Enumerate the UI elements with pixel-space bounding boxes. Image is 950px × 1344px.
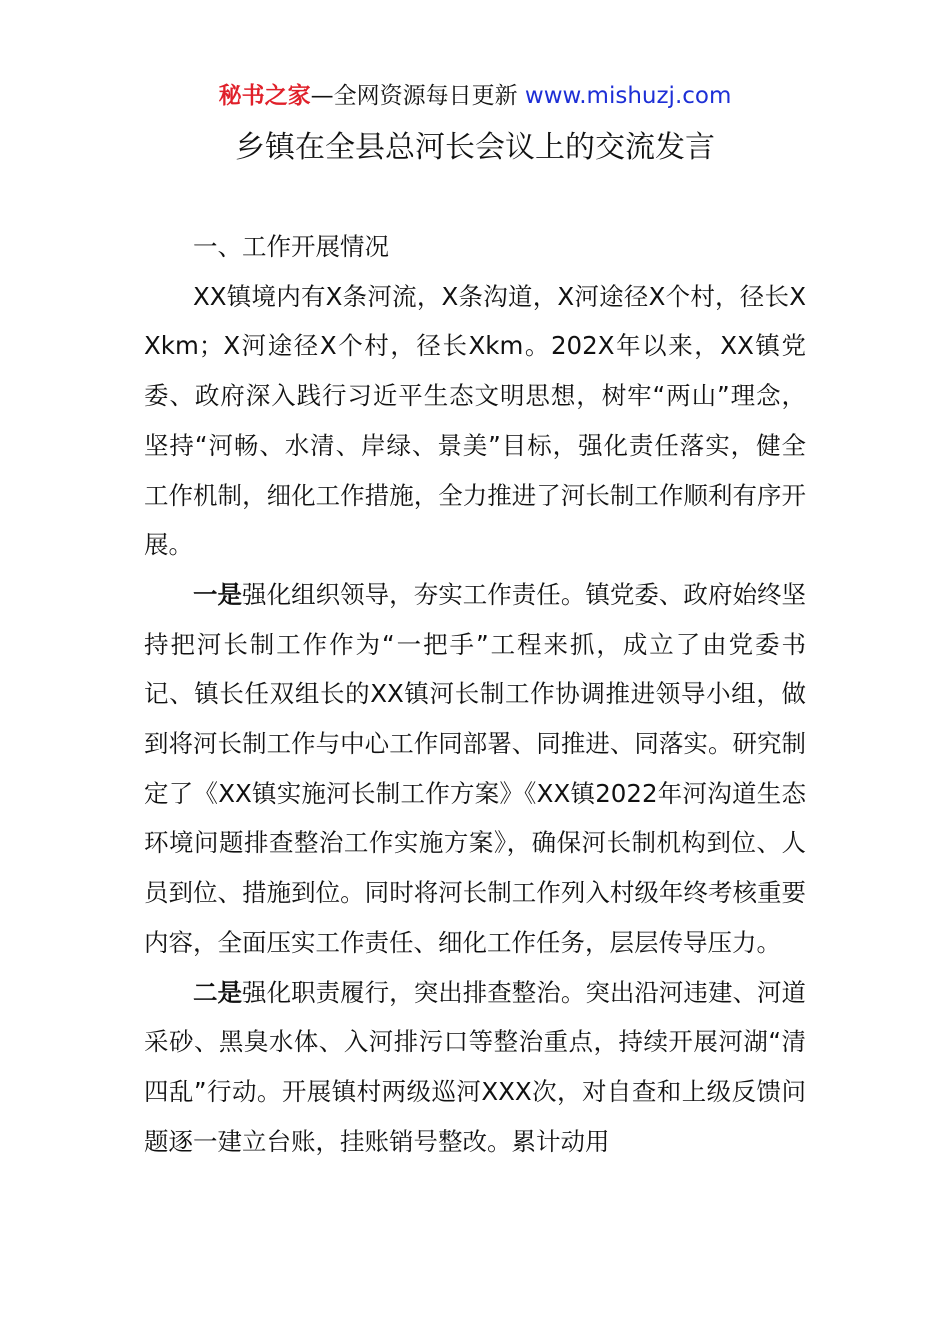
paragraph-2: [144, 968, 806, 1167]
intro-paragraph: XX镇境内有X条河流，X条沟道，X河途径X个村，径长XXkm；X河途径X个村，径长Xkm。202X年以来，XX镇党委、政府深入践行习近平生态文明思想，树牢“两山”理念，坚持“河畅、水清、岸绿、景美”目标，强化责任落实，健全工作机制，细化工作措施，全力推进了河长制工作顺利有序开展。: [144, 281, 806, 560]
paragraph-1-text: 强化组织领导，夯实工作责任。镇党委、政府始终坚持把河长制工作作为“一把手”工程来抓，成立了由党委书记、镇长任双组长的XX镇河长制工作协调推进领导小组，做到将河长制工作与中心工作同部署、同推进、同落实。研究制定了《XX镇实施河长制工作方案》《XX镇2022年河沟道生态环境问题排查整治工作实施方案》，确保河长制机构到位、人员到位、措施到位。同时将河长制工作列入村级年终考核重要内容，全面压实工作责任、细化工作任务，层层传导压力。: [144, 579, 807, 957]
section-heading: 一、工作开展情况: [193, 232, 389, 261]
site-slogan: —全网资源每日更新: [310, 83, 518, 109]
site-header: [0, 80, 950, 112]
document-title: 乡镇在全县总河长会议上的交流发言: [235, 130, 715, 165]
site-brand: 秘书之家: [218, 83, 311, 109]
paragraph-1-lead: 一是: [193, 579, 243, 609]
paragraph-2-lead: 二是: [193, 977, 243, 1007]
document-body: [144, 222, 806, 1166]
paragraph-1: [144, 570, 806, 968]
site-url-link[interactable]: www.mishuzj.com: [524, 83, 732, 109]
paragraph-2-text: 强化职责履行，突出排查整治。突出沿河违建、河道采砂、黑臭水体、入河排污口等整治重点，持续开展河湖“清四乱”行动。开展镇村两级巡河XXX次，对自查和上级反馈问题逐一建立台账，挂账销号整改。累计动用: [144, 977, 807, 1156]
